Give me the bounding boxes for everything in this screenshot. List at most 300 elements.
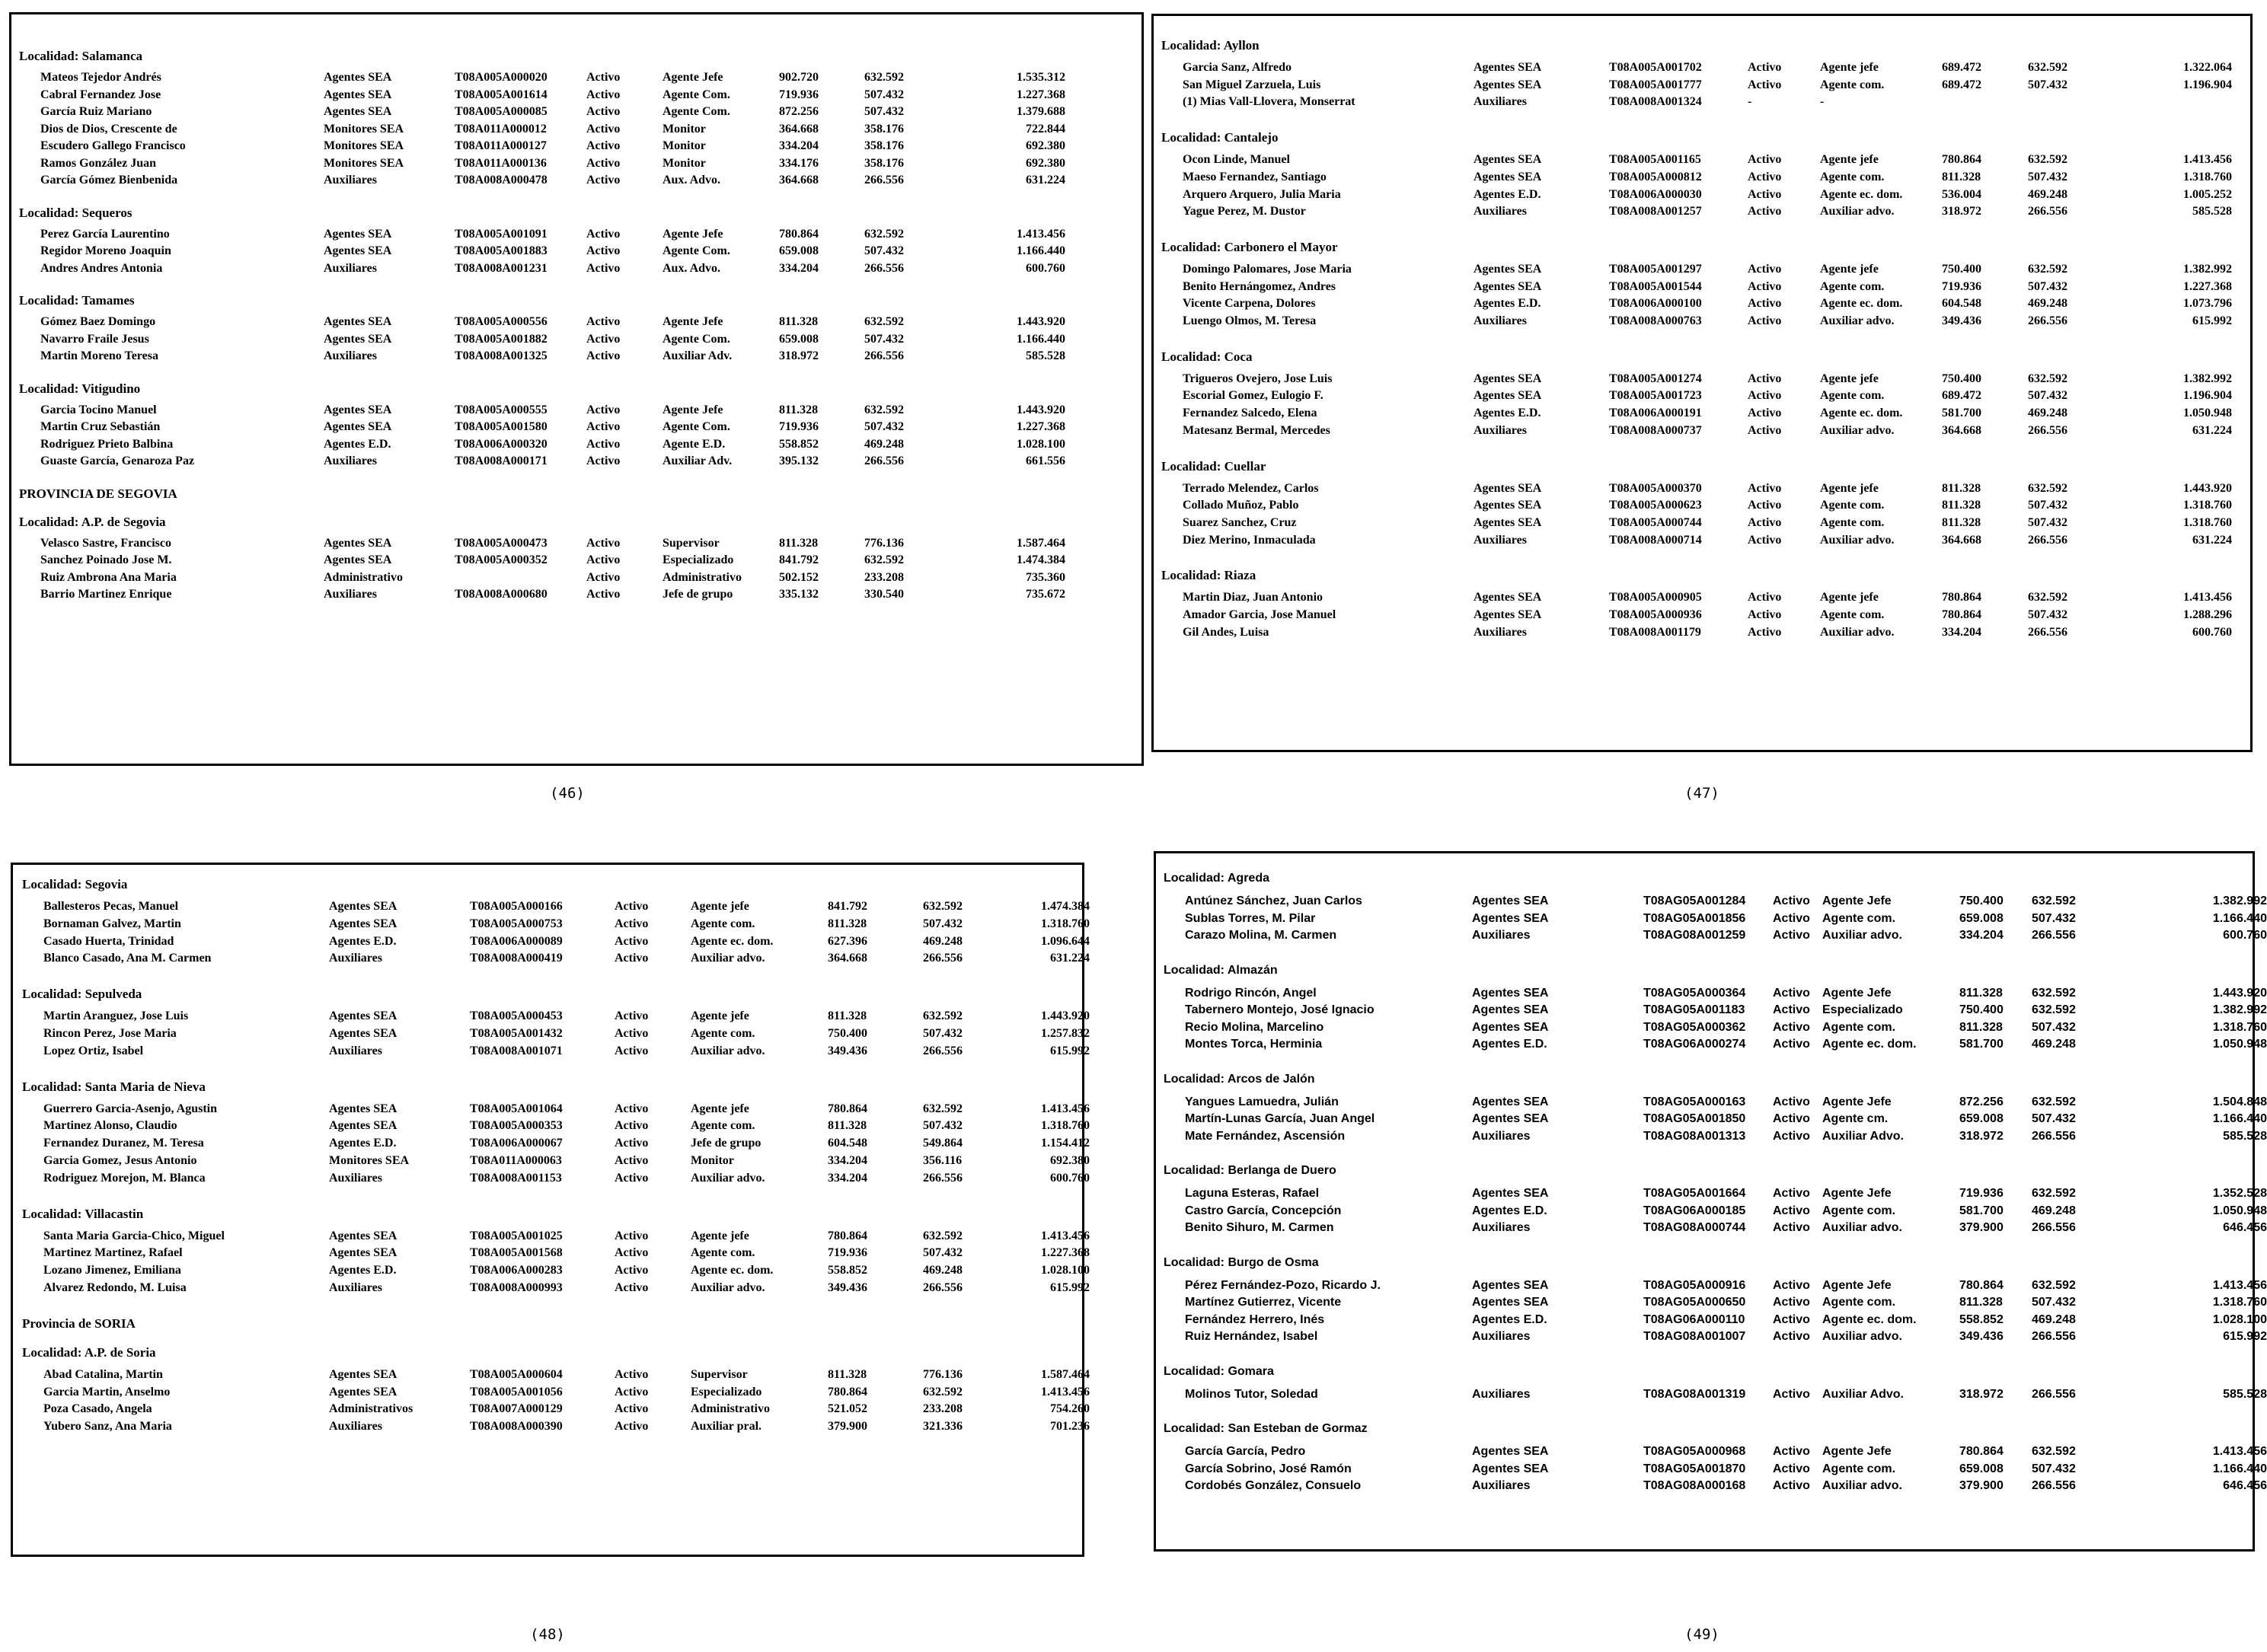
table-cell: 872.256 (779, 105, 819, 118)
table-cell: T08AG05A000916 (1643, 1278, 1746, 1292)
table-cell: 1.166.440 (2212, 1462, 2267, 1475)
table-cell: 1.443.920 (1017, 403, 1065, 416)
table-cell: Activo (586, 403, 621, 416)
table-cell: Auxiliar advo. (1820, 625, 1895, 639)
table-cell: Agentes SEA (1474, 61, 1542, 74)
table-cell: Activo (586, 88, 621, 101)
table-cell: Activo (586, 570, 621, 584)
table-cell: Terrado Melendez, Carlos (1183, 481, 1319, 495)
table-cell: Activo (1748, 389, 1782, 403)
table-cell: 266.556 (2032, 929, 2076, 942)
table-cell: Aux. Advo. (663, 261, 721, 275)
group-header: Localidad: Carbonero el Mayor (1161, 239, 1338, 254)
table-cell: T08A006A000320 (455, 437, 548, 451)
table-cell: Regidor Moreno Joaquin (40, 244, 171, 257)
table-cell: Agente ec. dom. (691, 1264, 774, 1277)
table-cell: Activo (615, 934, 649, 948)
table-cell: Pérez Fernández-Pozo, Ricardo J. (1185, 1278, 1381, 1292)
table-cell: Agente com. (1820, 170, 1885, 183)
table-cell: T08A005A000166 (470, 900, 563, 913)
table-cell: Agente Jefe (663, 403, 723, 416)
table-cell: Perez García Laurentino (40, 227, 170, 241)
table-cell: Agentes SEA (1472, 1278, 1549, 1292)
table-cell: 632.592 (2032, 1445, 2076, 1458)
table-cell: 841.792 (779, 553, 819, 566)
group-header: Localidad: Villacastin (22, 1206, 144, 1221)
table-cell: 1.288.296 (2183, 608, 2232, 621)
table-cell: Activo (586, 156, 621, 170)
table-cell: 379.900 (1959, 1479, 2004, 1492)
table-cell: Activo (615, 1102, 649, 1115)
table-cell: Sanchez Poinado Jose M. (40, 553, 172, 566)
table-cell: 1.196.904 (2183, 78, 2232, 91)
table-cell: T08A005A001882 (455, 332, 548, 346)
table-cell: 558.852 (828, 1264, 867, 1277)
table-cell: 469.248 (2028, 297, 2067, 311)
table-cell: 1.318.760 (1041, 917, 1090, 930)
table-cell: Activo (1773, 1387, 1810, 1401)
table-cell: Mate Fernández, Ascensión (1185, 1129, 1346, 1143)
table-cell: Arquero Arquero, Julia Maria (1183, 187, 1341, 201)
table-cell: 811.328 (1959, 1296, 2003, 1309)
table-cell: 631.224 (1050, 952, 1090, 965)
table-cell: Maeso Fernandez, Santiago (1183, 170, 1327, 183)
table-cell: 659.008 (779, 332, 819, 346)
table-cell: 1.318.760 (2212, 1020, 2267, 1034)
table-cell: Ocon Linde, Manuel (1183, 153, 1290, 167)
table-cell: T08A006A000283 (470, 1264, 563, 1277)
table-cell: Activo (1748, 187, 1782, 201)
table-cell: Martinez Martinez, Rafael (43, 1246, 183, 1260)
table-cell: Activo (1773, 986, 1810, 1000)
table-cell: Barrio Martinez Enrique (40, 588, 172, 601)
table-cell: Martin Aranguez, Jose Luis (43, 1009, 189, 1023)
table-cell: Activo (615, 1367, 649, 1381)
table-cell: 266.556 (2028, 625, 2067, 639)
table-cell: Activo (586, 553, 621, 566)
table-cell: Activo (615, 1154, 649, 1167)
table-cell: Agente ec. dom. (1822, 1038, 1917, 1051)
table-cell: Activo (615, 1027, 649, 1040)
group-header: Localidad: Vitigudino (19, 381, 141, 396)
group-header: Localidad: Burgo de Osma (1164, 1255, 1319, 1269)
table-cell: 750.400 (1942, 262, 1981, 276)
page-48-panel (11, 863, 1090, 1557)
group-header: Localidad: Agreda (1164, 872, 1269, 885)
table-cell: 615.992 (2192, 314, 2232, 327)
table-cell: Activo (615, 1119, 649, 1133)
table-cell: Agente com. (1822, 1462, 1896, 1475)
table-cell: Activo (1748, 625, 1782, 639)
table-cell: Escorial Gomez, Eulogio F. (1183, 389, 1323, 403)
table-cell: 1.028.100 (1017, 437, 1065, 451)
table-cell: T08A005A001274 (1609, 372, 1702, 385)
table-cell: Agentes SEA (329, 1367, 398, 1381)
table-cell: Tabernero Montejo, José Ignacio (1185, 1003, 1375, 1016)
table-cell: 318.972 (1959, 1387, 2004, 1401)
table-cell: 754.260 (1050, 1402, 1090, 1416)
table-cell: 719.936 (828, 1246, 867, 1260)
table-cell: Supervisor (663, 536, 720, 550)
table-cell: 692.380 (1026, 156, 1065, 170)
table-cell: Activo (1748, 170, 1782, 183)
table-cell: 356.116 (923, 1154, 963, 1167)
table-cell: T08A008A000714 (1609, 533, 1702, 547)
table-cell: Agentes SEA (324, 105, 392, 118)
group-header: Localidad: Sepulveda (22, 987, 142, 1002)
table-cell: T08A005A001025 (470, 1229, 563, 1242)
table-cell: Agente Jefe (1822, 1095, 1892, 1108)
table-cell: T08AG05A001856 (1643, 911, 1746, 925)
table-cell: Activo (1748, 314, 1782, 327)
table-cell: T08A006A000030 (1609, 187, 1702, 201)
table-cell: Agente com. (691, 1119, 755, 1133)
table-cell: Auxiliares (1472, 929, 1531, 942)
table-cell: 334.204 (828, 1154, 867, 1167)
table-cell: Agentes SEA (1472, 911, 1549, 925)
table-cell: T08AG08A001313 (1643, 1129, 1746, 1143)
table-cell: 780.864 (828, 1102, 867, 1115)
table-cell: 1.322.064 (2183, 61, 2232, 74)
table-cell: T08A008A001179 (1609, 625, 1701, 639)
table-cell: Administrativos (329, 1402, 413, 1416)
table-cell: T08A008A000419 (470, 952, 563, 965)
table-cell: Castro García, Concepción (1185, 1204, 1342, 1217)
table-cell: 581.700 (1959, 1038, 2004, 1051)
table-cell: 632.592 (2028, 591, 2067, 604)
table-cell: 469.248 (2028, 407, 2067, 420)
table-cell: 507.432 (2028, 279, 2067, 293)
table-cell: Monitores SEA (324, 139, 404, 152)
table-cell: Agentes E.D. (329, 934, 397, 948)
table-cell: 364.668 (779, 122, 819, 136)
table-cell: T08A005A000812 (1609, 170, 1702, 183)
table-cell: Garcia Sanz, Alfredo (1183, 61, 1292, 74)
table-cell: Agentes SEA (1474, 262, 1542, 276)
table-cell: 1.379.688 (1017, 105, 1065, 118)
table-cell: Activo (586, 71, 621, 84)
table-cell: 632.592 (2032, 1003, 2076, 1016)
table-cell: Auxiliares (1474, 533, 1527, 547)
table-cell: Laguna Esteras, Rafael (1185, 1187, 1320, 1200)
table-cell: T08A005A001064 (470, 1102, 563, 1115)
table-cell: Agentes SEA (324, 315, 392, 328)
table-cell: García Ruiz Mariano (40, 105, 152, 118)
table-cell: 266.556 (2032, 1387, 2076, 1401)
table-cell: Aux. Advo. (663, 174, 721, 187)
table-cell: Activo (615, 1385, 649, 1398)
table-cell: Auxiliares (324, 174, 377, 187)
table-cell: 659.008 (779, 244, 819, 257)
group-header: Localidad: Ayllon (1161, 38, 1260, 53)
table-cell: 780.864 (779, 227, 819, 241)
table-cell: Poza Casado, Angela (43, 1402, 152, 1416)
table-cell: Agentes SEA (324, 71, 392, 84)
table-cell: Agentes SEA (329, 1027, 398, 1040)
table-cell: T08A005A000905 (1609, 591, 1702, 604)
table-cell: Agente jefe (691, 900, 749, 913)
table-cell: 358.176 (864, 156, 904, 170)
table-cell: 507.432 (2032, 1020, 2076, 1034)
table-cell: Activo (615, 1246, 649, 1260)
table-cell: 1.443.920 (2212, 986, 2267, 1000)
table-cell: 1.535.312 (1017, 71, 1065, 84)
table-cell: 318.972 (1942, 205, 1981, 218)
table-cell: Jefe de grupo (663, 588, 733, 601)
table-cell: Martín-Lunas García, Juan Angel (1185, 1112, 1375, 1125)
table-cell: 379.900 (828, 1420, 867, 1434)
table-cell: 811.328 (779, 315, 819, 328)
table-cell: 750.400 (1942, 372, 1981, 385)
table-cell: Ruiz Hernández, Isabel (1185, 1330, 1318, 1343)
table-cell: 1.227.368 (1041, 1246, 1090, 1260)
table-cell: Agente Jefe (1822, 986, 1892, 1000)
table-cell: 1.005.252 (2183, 187, 2232, 201)
table-cell: Activo (615, 952, 649, 965)
table-cell: 358.176 (864, 122, 904, 136)
table-cell: Benito Hernángomez, Andres (1183, 279, 1336, 293)
table-cell: Agentes SEA (1472, 1462, 1549, 1475)
table-cell: 1.413.456 (2183, 153, 2232, 167)
table-cell: Molinos Tutor, Soledad (1185, 1387, 1318, 1401)
table-cell: Auxiliares (1474, 314, 1527, 327)
table-cell: Agentes SEA (324, 227, 392, 241)
table-cell: Auxiliar advo. (1822, 1479, 1902, 1492)
table-cell: 1.443.920 (1017, 315, 1065, 328)
table-cell: Activo (615, 1281, 649, 1294)
table-cell: Activo (1773, 929, 1810, 942)
table-cell: 600.760 (2192, 625, 2232, 639)
page-49-panel (1154, 851, 2267, 1552)
table-cell: 469.248 (2032, 1038, 2076, 1051)
table-cell: T08A008A001231 (455, 261, 548, 275)
table-cell: Activo (586, 122, 621, 136)
table-cell: 659.008 (1959, 1112, 2004, 1125)
table-cell: Activo (586, 105, 621, 118)
table-cell: 627.396 (828, 934, 867, 948)
table-cell: Agentes SEA (1474, 481, 1542, 495)
table-cell: T08A011A000063 (470, 1154, 562, 1167)
table-cell: 1.166.440 (2212, 911, 2267, 925)
table-cell: Agente jefe (1820, 481, 1879, 495)
table-cell: T08A008A000478 (455, 174, 548, 187)
table-cell: 585.528 (1026, 349, 1065, 362)
group-header: Localidad: Santa Maria de Nieva (22, 1079, 206, 1094)
table-cell: Auxiliar advo. (691, 1281, 765, 1294)
table-cell: Agentes SEA (1474, 608, 1542, 621)
table-cell: Agentes SEA (324, 88, 392, 101)
table-cell: 507.432 (864, 244, 904, 257)
table-cell: (1) Mias Vall-Llovera, Monserrat (1183, 95, 1355, 109)
table-cell: 1.257.832 (1041, 1027, 1090, 1040)
table-cell: Activo (615, 1229, 649, 1242)
table-cell: Rodrigo Rincón, Angel (1185, 986, 1317, 1000)
table-cell: Activo (1773, 1020, 1810, 1034)
table-cell: 1.382.992 (2212, 895, 2267, 907)
table-cell: 632.592 (2032, 1187, 2076, 1200)
table-cell: Activo (1748, 591, 1782, 604)
table-cell: Fernandez Salcedo, Elena (1183, 407, 1317, 420)
table-cell: T08AG06A000274 (1643, 1038, 1746, 1051)
table-cell: Agentes SEA (324, 403, 392, 416)
table-cell: 266.556 (2032, 1221, 2076, 1234)
table-cell: 1.073.796 (2183, 297, 2232, 311)
table-cell: 507.432 (2028, 608, 2067, 621)
table-cell: 364.668 (779, 174, 819, 187)
table-cell: Sublas Torres, M. Pilar (1185, 911, 1316, 925)
table-cell: Agentes SEA (329, 917, 398, 930)
table-cell: Activo (615, 1402, 649, 1416)
table-cell: Agentes E.D. (1474, 297, 1541, 311)
table-cell: T08AG05A000364 (1643, 986, 1746, 1000)
table-cell: Auxiliar advo. (1822, 1221, 1902, 1234)
table-cell: Amador Garcia, Jose Manuel (1183, 608, 1336, 621)
table-cell: 507.432 (2028, 499, 2067, 512)
table-cell: Auxiliar Adv. (663, 349, 733, 362)
table-cell: Agente com. (691, 1027, 755, 1040)
table-cell: T08A005A001544 (1609, 279, 1702, 293)
table-cell: T08A011A000012 (455, 122, 547, 136)
table-cell: 1.413.456 (1041, 1102, 1090, 1115)
table-cell: 266.556 (923, 1171, 963, 1185)
table-cell: 581.700 (1942, 407, 1981, 420)
table-cell: 1.413.456 (2183, 591, 2232, 604)
table-cell: 364.668 (828, 952, 867, 965)
table-cell: T08A005A001723 (1609, 389, 1702, 403)
table-cell: Guaste García, Genaroza Paz (40, 454, 195, 467)
table-cell: Martínez Gutierrez, Vicente (1185, 1296, 1342, 1309)
table-cell: - (1748, 95, 1752, 109)
table-cell: Agentes SEA (329, 900, 398, 913)
table-cell: Agentes SEA (329, 1385, 398, 1398)
table-cell: Martin Cruz Sebastián (40, 420, 161, 433)
table-cell: Activo (1773, 1112, 1810, 1125)
table-cell: Agente jefe (691, 1009, 749, 1023)
table-cell: 780.864 (1942, 591, 1981, 604)
table-cell: 600.760 (2223, 929, 2267, 942)
table-cell: 507.432 (923, 917, 963, 930)
table-cell: 604.548 (828, 1137, 867, 1150)
table-cell: Blanco Casado, Ana M. Carmen (43, 952, 212, 965)
table-cell: 750.400 (1959, 895, 2004, 907)
table-cell: 321.336 (923, 1420, 963, 1434)
table-cell: 266.556 (2032, 1330, 2076, 1343)
table-cell: Agente ec. dom. (691, 934, 774, 948)
table-cell: 689.472 (1942, 389, 1981, 403)
table-cell: Agente com. (691, 917, 755, 930)
table-cell: Activo (586, 174, 621, 187)
table-cell: Administrativo (324, 570, 403, 584)
table-cell: García Sobrino, José Ramón (1185, 1462, 1352, 1475)
table-cell: T08A005A001568 (470, 1246, 563, 1260)
table-cell: Activo (1773, 1221, 1810, 1234)
table-cell: Agente ec. dom. (1820, 407, 1903, 420)
table-cell: Activo (586, 315, 621, 328)
table-cell: Auxiliar advo. (691, 952, 765, 965)
table-cell: T08A005A000473 (455, 536, 548, 550)
table-cell: 689.472 (1942, 61, 1981, 74)
table-cell: Agentes SEA (1474, 279, 1542, 293)
table-cell: Agentes SEA (1472, 1020, 1549, 1034)
table-cell: 692.380 (1050, 1154, 1090, 1167)
table-cell: Auxiliares (324, 261, 377, 275)
table-cell: Garcia Gomez, Jesus Antonio (43, 1154, 197, 1167)
table-cell: Agente Jefe (663, 71, 723, 84)
table-cell: 1.443.920 (2183, 481, 2232, 495)
table-cell: Agente com. (1820, 499, 1885, 512)
table-cell: 600.760 (1026, 261, 1065, 275)
table-cell: Activo (1773, 1296, 1810, 1309)
table-cell: Monitores SEA (329, 1154, 410, 1167)
group-header: Provincia de SORIA (22, 1316, 136, 1331)
table-cell: Agente Jefe (663, 227, 723, 241)
table-cell: Casado Huerta, Trinidad (43, 934, 174, 948)
group-header: Localidad: Salamanca (19, 49, 142, 63)
table-cell: 507.432 (864, 420, 904, 433)
table-cell: Auxiliar Advo. (1822, 1387, 1904, 1401)
table-cell: 507.432 (864, 332, 904, 346)
table-cell: 604.548 (1942, 297, 1981, 311)
table-cell: 1.318.760 (2183, 499, 2232, 512)
table-cell: 266.556 (2028, 314, 2067, 327)
table-cell: Ballesteros Pecas, Manuel (43, 900, 179, 913)
table-cell: Activo (615, 900, 649, 913)
table-cell: 1.413.456 (1017, 227, 1065, 241)
table-cell: 1.413.456 (2212, 1445, 2267, 1458)
table-cell: 631.224 (2192, 533, 2232, 547)
table-cell: 1.050.948 (2183, 407, 2232, 420)
table-cell: T08A005A000753 (470, 917, 563, 930)
table-cell: Agentes SEA (1474, 78, 1542, 91)
table-cell: 1.096.644 (1041, 934, 1090, 948)
table-cell: Agentes SEA (1474, 153, 1542, 167)
table-cell: Agente Com. (663, 105, 730, 118)
table-cell: Escudero Gallego Francisco (40, 139, 186, 152)
table-cell: 585.528 (2223, 1387, 2267, 1401)
table-cell: 902.720 (779, 71, 819, 84)
table-cell: 1.587.464 (1017, 536, 1065, 550)
table-cell: 811.328 (1959, 1020, 2003, 1034)
table-cell: 536.004 (1942, 187, 1981, 201)
table-cell: Agentes E.D. (324, 437, 391, 451)
table-cell: Activo (586, 332, 621, 346)
table-cell: 507.432 (923, 1246, 963, 1260)
table-cell: Benito Sihuro, M. Carmen (1185, 1221, 1334, 1234)
table-cell: Activo (1748, 499, 1782, 512)
table-cell: 1.382.992 (2183, 262, 2232, 276)
table-cell: 507.432 (923, 1119, 963, 1133)
table-cell: T08A008A001257 (1609, 205, 1702, 218)
table-cell: 507.432 (2028, 515, 2067, 529)
table-cell: Auxiliar pral. (691, 1420, 762, 1434)
table-cell: 811.328 (828, 917, 867, 930)
table-cell: Antúnez Sánchez, Juan Carlos (1185, 895, 1362, 907)
table-cell: Agente Jefe (1822, 1445, 1892, 1458)
table-cell: T08A005A000555 (455, 403, 548, 416)
table-cell: T08AG08A000744 (1643, 1221, 1746, 1234)
table-cell: Activo (1773, 1445, 1810, 1458)
table-cell: Activo (1773, 1129, 1810, 1143)
table-cell: 1.413.456 (2212, 1278, 2267, 1292)
table-cell: Agentes SEA (329, 1009, 398, 1023)
group-header: Localidad: Cuellar (1161, 458, 1266, 474)
table-cell: Dios de Dios, Crescente de (40, 122, 177, 136)
table-cell: Agentes E.D. (1474, 187, 1541, 201)
table-cell: 1.413.456 (1041, 1229, 1090, 1242)
table-cell: T08A008A000680 (455, 588, 548, 601)
table-cell: 719.936 (1942, 279, 1981, 293)
table-cell: Agentes SEA (324, 244, 392, 257)
